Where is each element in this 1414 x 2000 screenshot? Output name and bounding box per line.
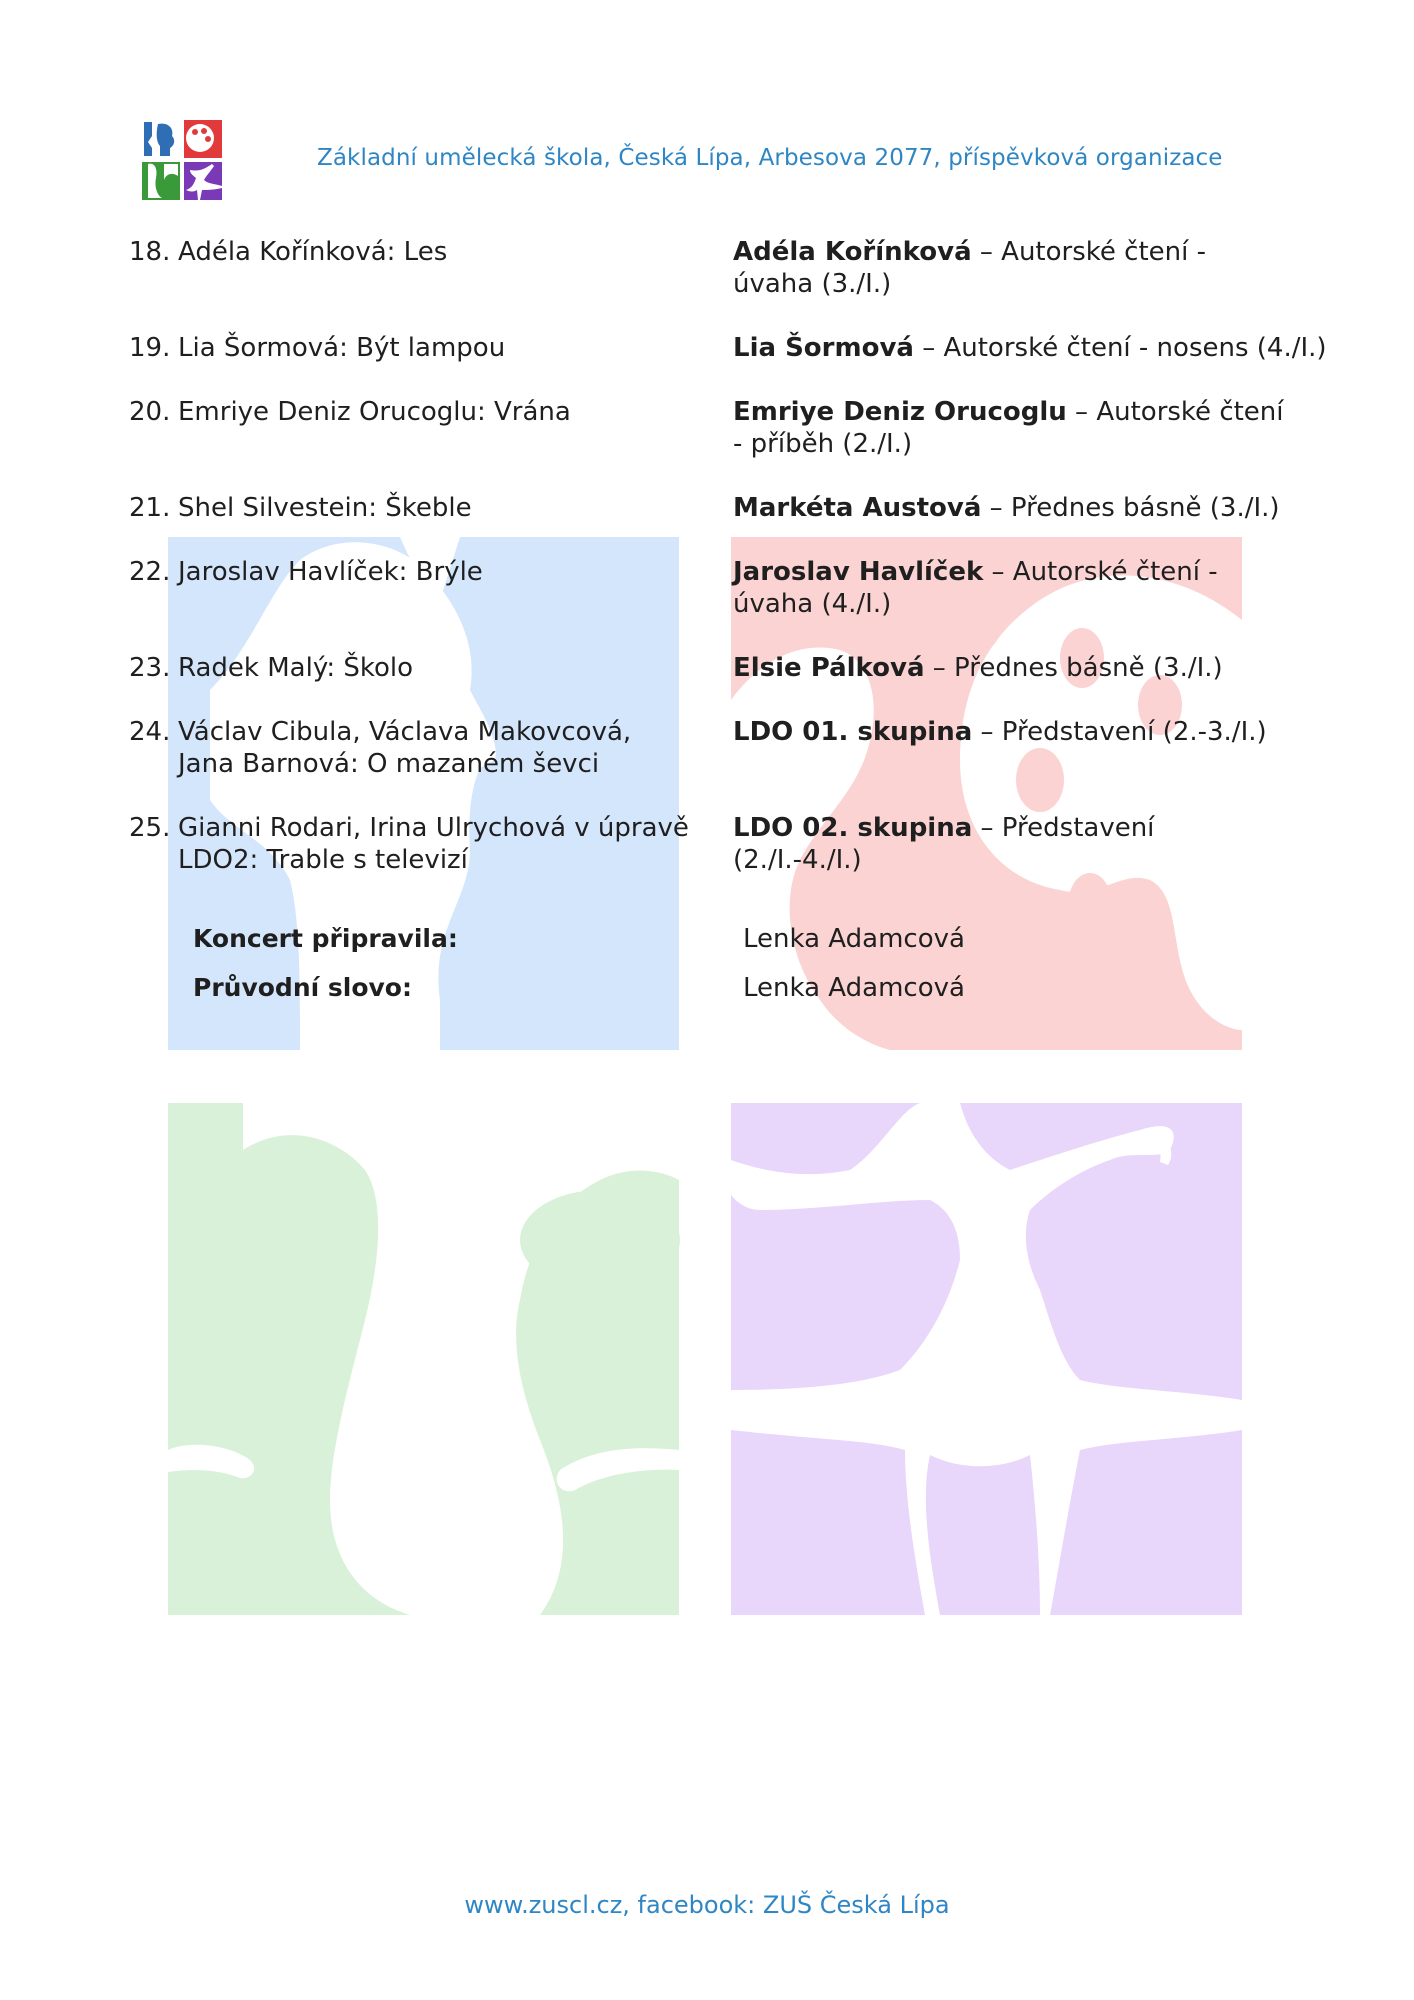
drama-masks-icon xyxy=(168,1103,680,1615)
item-title: Jaroslav Havlíček: Brýle xyxy=(178,557,483,587)
credit-label-prepared-by: Koncert připravila: xyxy=(193,924,458,953)
school-name-header: Základní umělecká škola, Česká Lípa, Arbesova 2077, příspěvková organizace xyxy=(317,145,1223,171)
item-title: Adéla Kořínková: Les xyxy=(178,237,448,267)
performer-18 xyxy=(733,236,1288,300)
performer-25 xyxy=(733,812,1288,876)
performer-20 xyxy=(733,396,1288,460)
performer-name: Elsie Pálková xyxy=(733,653,925,683)
item-number: 25. xyxy=(129,813,171,843)
performer-name: Adéla Kořínková xyxy=(733,237,972,267)
item-title: Emriye Deniz Orucoglu: Vrána xyxy=(178,397,571,427)
performer-22 xyxy=(733,556,1288,620)
performance-detail: – Přednes básně (3./I.) xyxy=(924,653,1223,683)
item-number: 21. xyxy=(129,493,171,523)
item-number: 24. xyxy=(129,717,171,747)
performance-detail: – Autorské čtení - úvaha (4./I.) xyxy=(733,557,1218,619)
performance-detail: – Autorské čtení - příběh (2./I.) xyxy=(733,397,1284,459)
item-number: 18. xyxy=(129,237,171,267)
performer-24 xyxy=(733,716,1288,748)
credit-label-narration: Průvodní slovo: xyxy=(193,973,412,1002)
item-title: Shel Silvestein: Škeble xyxy=(178,493,472,523)
dancer-silhouette-icon xyxy=(731,1103,1242,1615)
item-title: Václav Cibula, Václava Makovcová, Jana Barnová: O mazaném ševci xyxy=(178,717,632,779)
performer-name: Markéta Austová xyxy=(733,493,982,523)
performance-detail: – Autorské čtení - nosens (4./I.) xyxy=(913,333,1327,363)
performance-detail: – Představení (2./I.-4./I.) xyxy=(733,813,1155,875)
performer-name: Emriye Deniz Orucoglu xyxy=(733,397,1067,427)
performer-23 xyxy=(733,652,1288,684)
item-number: 22. xyxy=(129,557,171,587)
performer-name: Lia Šormová xyxy=(733,333,914,363)
item-title: Radek Malý: Školo xyxy=(178,653,414,683)
item-number: 23. xyxy=(129,653,171,683)
school-logo-icon xyxy=(140,118,224,202)
performer-name: LDO 01. skupina xyxy=(733,717,973,747)
performance-detail: – Představení (2.-3./I.) xyxy=(972,717,1267,747)
performance-detail: – Přednes básně (3./I.) xyxy=(981,493,1280,523)
item-title: Gianni Rodari, Irina Ulrychová v úpravě LDO2: Trable s televizí xyxy=(178,813,689,875)
item-number: 20. xyxy=(129,397,171,427)
performance-detail: – Autorské čtení - úvaha (3./I.) xyxy=(733,237,1206,299)
footer-contact: www.zuscl.cz, facebook: ZUŠ Česká Lípa xyxy=(464,1891,950,1919)
performer-name: LDO 02. skupina xyxy=(733,813,973,843)
performer-21 xyxy=(733,492,1288,524)
performer-19 xyxy=(733,332,1333,364)
item-title: Lia Šormová: Být lampou xyxy=(178,333,506,363)
credit-value-prepared-by: Lenka Adamcová xyxy=(743,924,965,954)
item-number: 19. xyxy=(129,333,171,363)
performer-name: Jaroslav Havlíček xyxy=(733,557,984,587)
credit-value-narration: Lenka Adamcová xyxy=(743,973,965,1003)
